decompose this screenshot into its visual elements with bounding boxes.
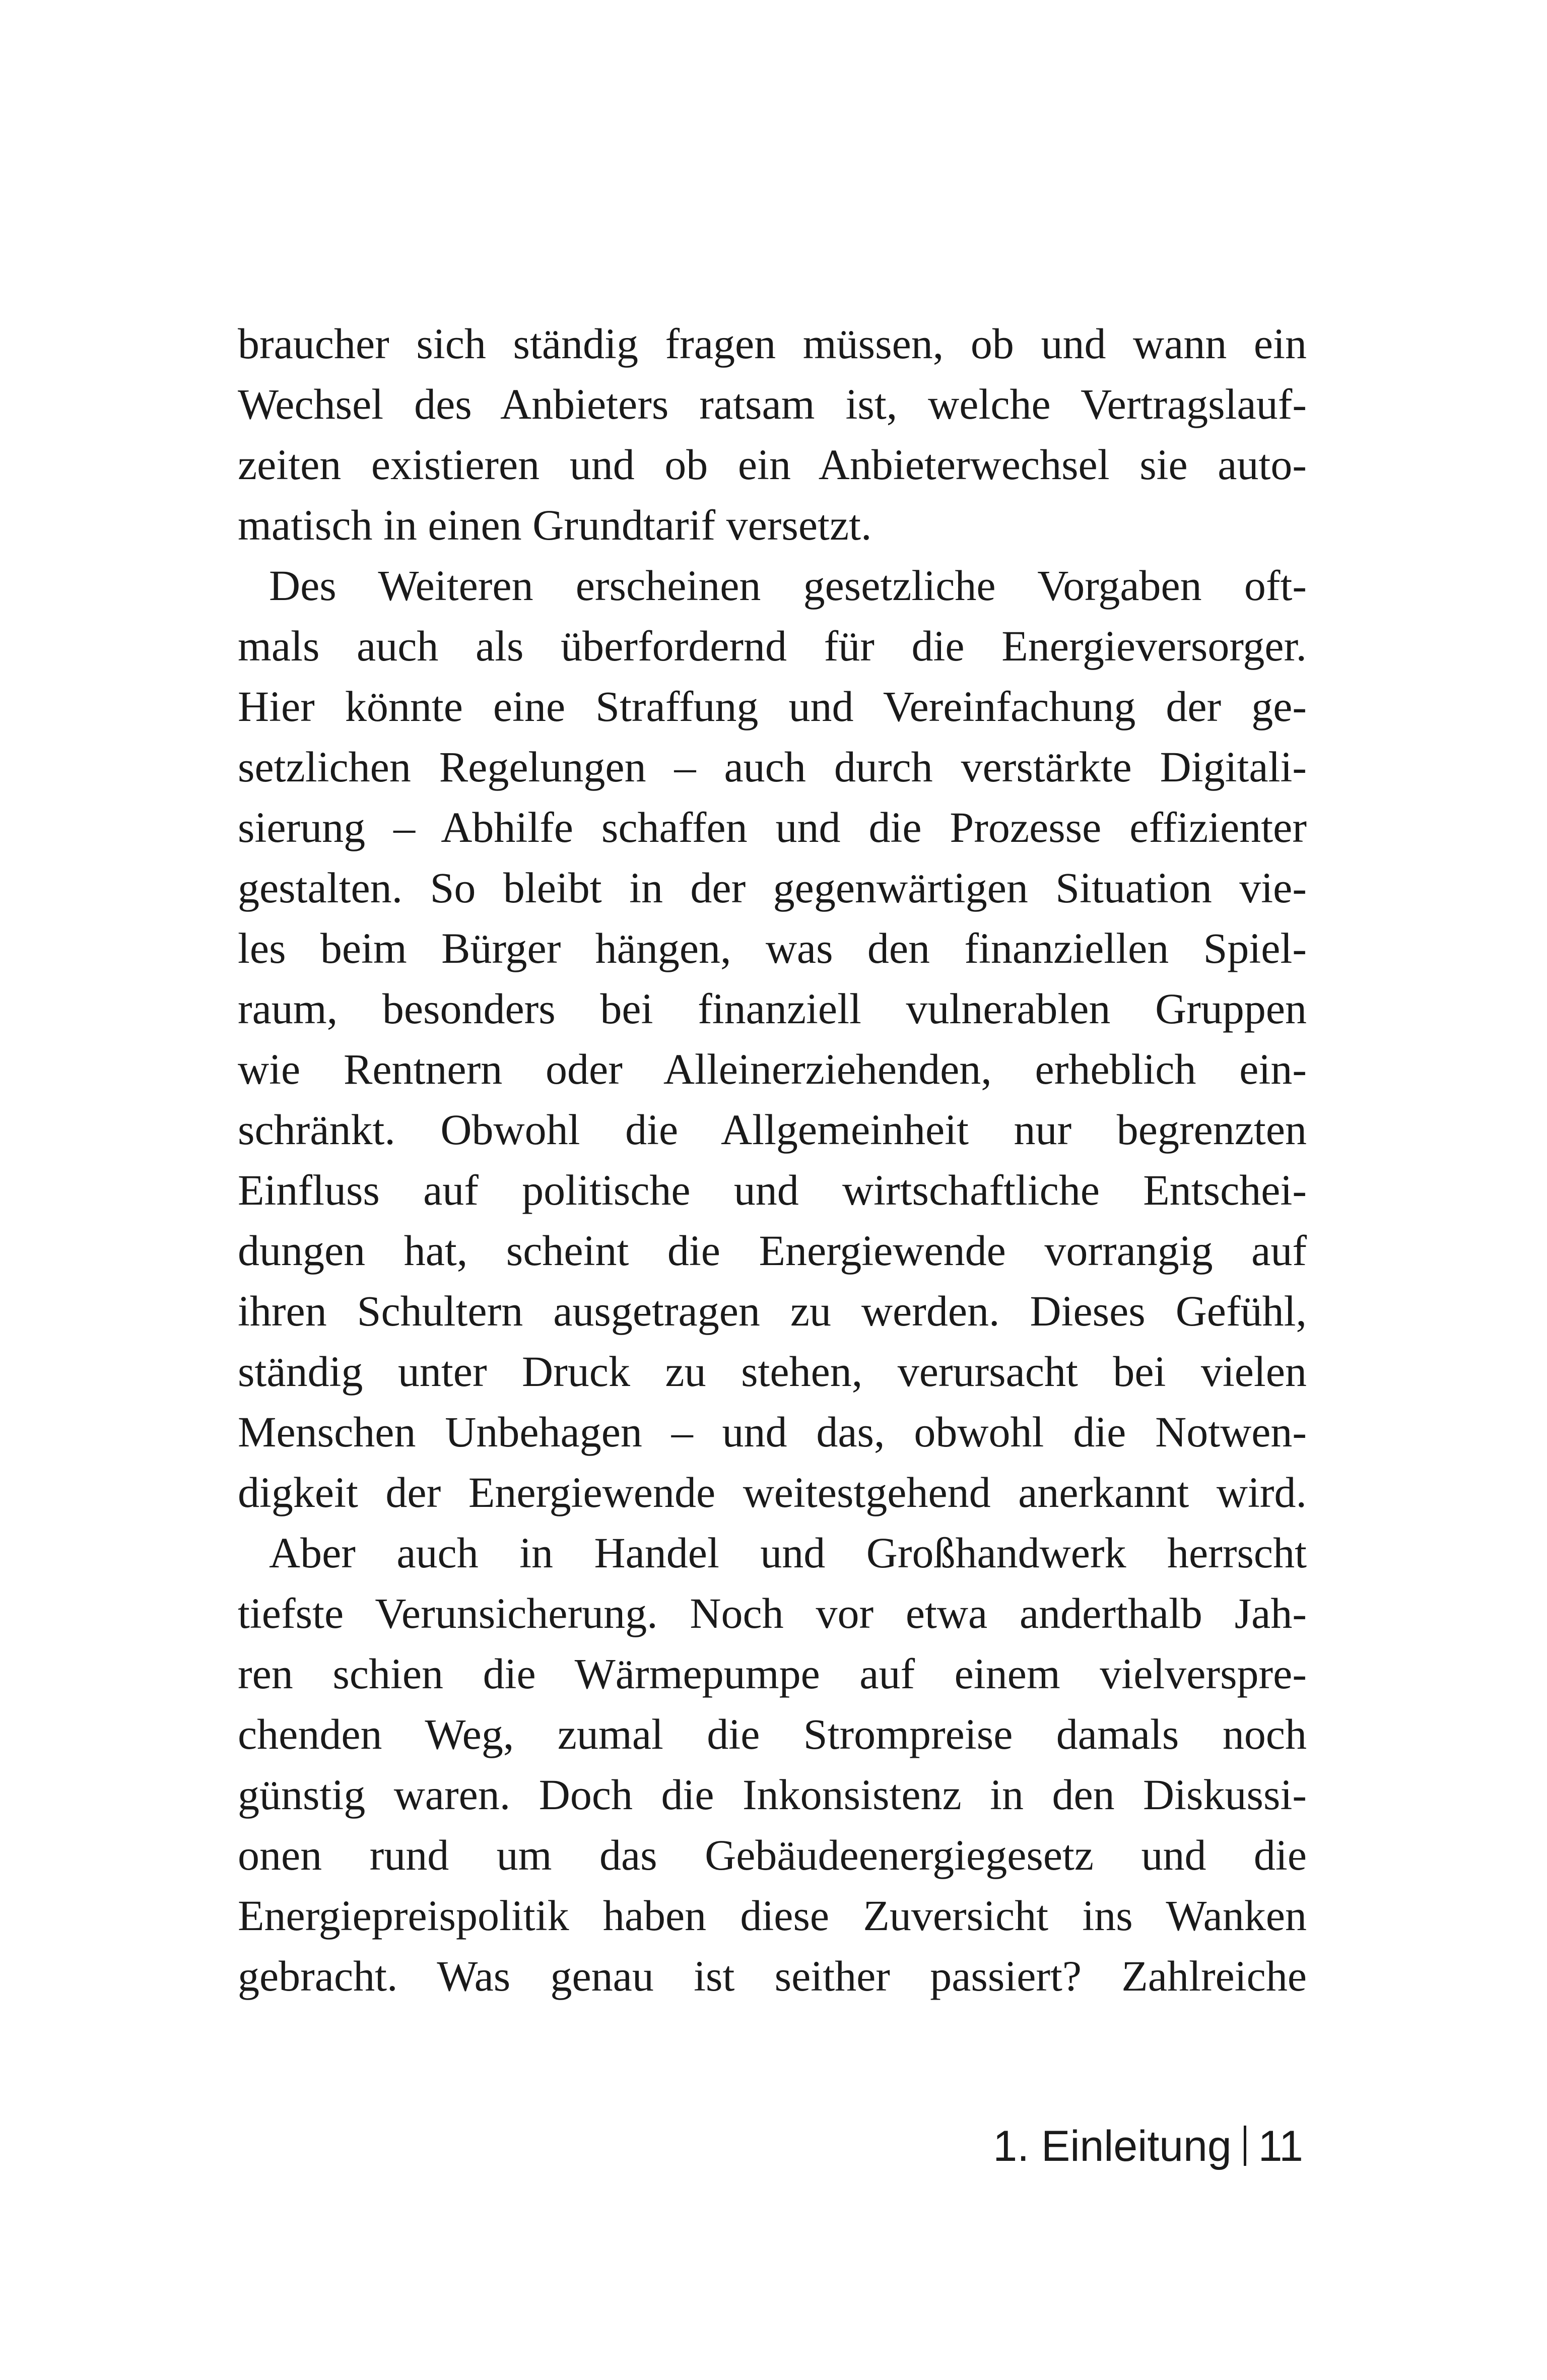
text-line: ihren Schultern ausgetragen zu werden. Dieses Gefühl, [238, 1287, 1307, 1335]
text-line: setzlichen Regelungen – auch durch verstärkte Digitali- [238, 743, 1307, 791]
text-line: ren schien die Wärmepumpe auf einem vielverspre- [238, 1649, 1307, 1698]
text-line: chenden Weg, zumal die Strompreise damals noch [238, 1710, 1307, 1758]
text-line: Energiepreispolitik haben diese Zuversicht ins Wanken [238, 1891, 1307, 1940]
text-line: sierung – Abhilfe schaffen und die Prozesse effizienter [238, 803, 1307, 851]
text-line: raum, besonders bei finanziell vulnerablen Gruppen [238, 984, 1307, 1033]
body-text [238, 313, 1307, 2006]
text-line: Des Weiteren erscheinen gesetzliche Vorgaben oft- [269, 561, 1307, 610]
text-line: Hier könnte eine Straffung und Vereinfachung der ge- [238, 682, 1307, 731]
text-line: ständig unter Druck zu stehen, verursacht bei vielen [238, 1347, 1307, 1396]
text-line: gestalten. So bleibt in der gegenwärtigen Situation vie- [238, 864, 1307, 912]
text-line: tiefste Verunsicherung. Noch vor etwa anderthalb Jah- [238, 1589, 1307, 1637]
text-line: matisch in einen Grundtarif versetzt. [238, 501, 872, 549]
text-line: digkeit der Energiewende weitestgehend anerkannt wird. [238, 1468, 1307, 1516]
page-number: 11 [1258, 2122, 1303, 2170]
text-line: schränkt. Obwohl die Allgemeinheit nur begrenzten [238, 1105, 1307, 1154]
text-line: Aber auch in Handel und Großhandwerk herrscht [269, 1529, 1307, 1577]
text-line: wie Rentnern oder Alleinerziehenden, erheblich ein- [238, 1045, 1307, 1093]
text-line: Menschen Unbehagen – und das, obwohl die Notwen- [238, 1408, 1307, 1456]
text-line: zeiten existieren und ob ein Anbieterwechsel sie auto- [238, 440, 1307, 489]
footer-separator [1244, 2126, 1246, 2166]
text-line: braucher sich ständig fragen müssen, ob und wann ein [238, 319, 1307, 368]
text-line: onen rund um das Gebäudeenergiegesetz und die [238, 1831, 1307, 1879]
chapter-title: 1. Einleitung [993, 2122, 1232, 2170]
text-line: dungen hat, scheint die Energiewende vorrangig auf [238, 1226, 1307, 1275]
text-line: mals auch als überfordernd für die Energieversorger. [238, 622, 1307, 670]
text-line: günstig waren. Doch die Inkonsistenz in den Diskussi- [238, 1770, 1307, 1819]
text-line: les beim Bürger hängen, was den finanziellen Spiel- [238, 924, 1307, 972]
text-line: Einfluss auf politische und wirtschaftliche Entschei- [238, 1166, 1307, 1214]
page-footer [993, 2121, 1303, 2171]
text-line: Wechsel des Anbieters ratsam ist, welche Vertragslauf- [238, 380, 1307, 428]
text-line: gebracht. Was genau ist seither passiert? Zahlreiche [238, 1952, 1307, 2000]
